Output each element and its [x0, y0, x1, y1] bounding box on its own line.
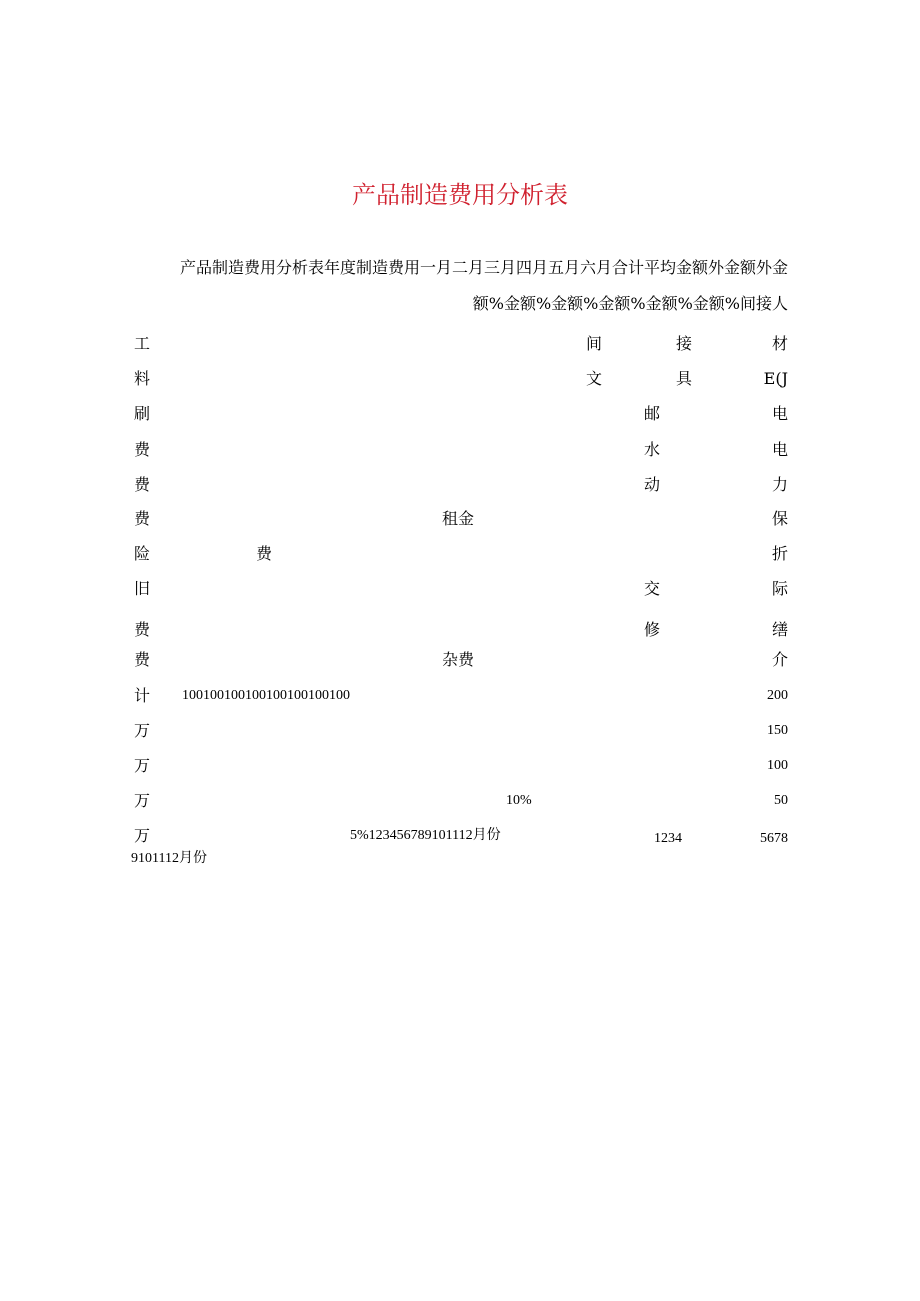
- wan-label: 万: [134, 791, 151, 810]
- axis-value: 50: [774, 793, 788, 808]
- header-line-1: 产品制造费用分析表年度制造费用一月二月三月四月五月六月合计平均金额外金额外金: [179, 258, 788, 277]
- row-label: 费: [134, 509, 151, 528]
- row-label: 费: [134, 475, 151, 494]
- row-cell: 介: [771, 650, 788, 669]
- row-cell: 交: [644, 579, 661, 598]
- percent-marker: 10%: [506, 793, 532, 808]
- total-label: 计: [134, 686, 151, 705]
- row-cell: 修: [644, 620, 661, 639]
- row-cell: 邮: [644, 404, 661, 423]
- row-label: 费: [134, 650, 151, 669]
- row-cell: 文: [586, 369, 603, 388]
- row-label: 料: [134, 369, 151, 388]
- row-label: 刷: [134, 404, 151, 423]
- row-cell: 费: [256, 544, 273, 563]
- row-cell: 电: [771, 440, 788, 459]
- row-cell: E(J: [763, 369, 788, 388]
- wan-label: 万: [134, 721, 151, 740]
- row-label: 险: [134, 544, 151, 563]
- header-line-2: 额%金额%金额%金额%金额%金额%间接人: [472, 294, 788, 313]
- total-values: 100100100100100100100100: [182, 688, 350, 703]
- row-cell: 杂费: [442, 650, 475, 669]
- page-title: 产品制造费用分析表: [352, 181, 568, 209]
- row-cell: 材: [771, 334, 788, 353]
- axis-value: 200: [767, 688, 788, 703]
- footer-months: 9101112月份: [131, 851, 207, 866]
- row-cell: 间: [586, 334, 603, 353]
- row-label: 费: [134, 620, 151, 639]
- row-label: 旧: [134, 579, 151, 598]
- row-cell: 接: [676, 334, 693, 353]
- row-cell: 电: [771, 404, 788, 423]
- month-axis-b: 1234: [654, 831, 682, 846]
- month-axis-a: 5%123456789101112月份: [350, 828, 501, 843]
- row-cell: 动: [644, 475, 661, 494]
- axis-value: 150: [767, 723, 788, 738]
- row-cell: 水: [644, 440, 661, 459]
- row-cell: 保: [771, 509, 788, 528]
- wan-label: 万: [134, 826, 151, 845]
- row-cell: 租金: [442, 509, 475, 528]
- row-label: 工: [134, 334, 151, 353]
- row-label: 费: [134, 440, 151, 459]
- row-cell: 际: [771, 579, 788, 598]
- row-cell: 力: [771, 475, 788, 494]
- row-cell: 折: [771, 544, 788, 563]
- row-cell: 缮: [771, 620, 788, 639]
- axis-value: 100: [767, 758, 788, 773]
- row-cell: 具: [676, 369, 693, 388]
- wan-label: 万: [134, 756, 151, 775]
- month-axis-c: 5678: [760, 831, 788, 846]
